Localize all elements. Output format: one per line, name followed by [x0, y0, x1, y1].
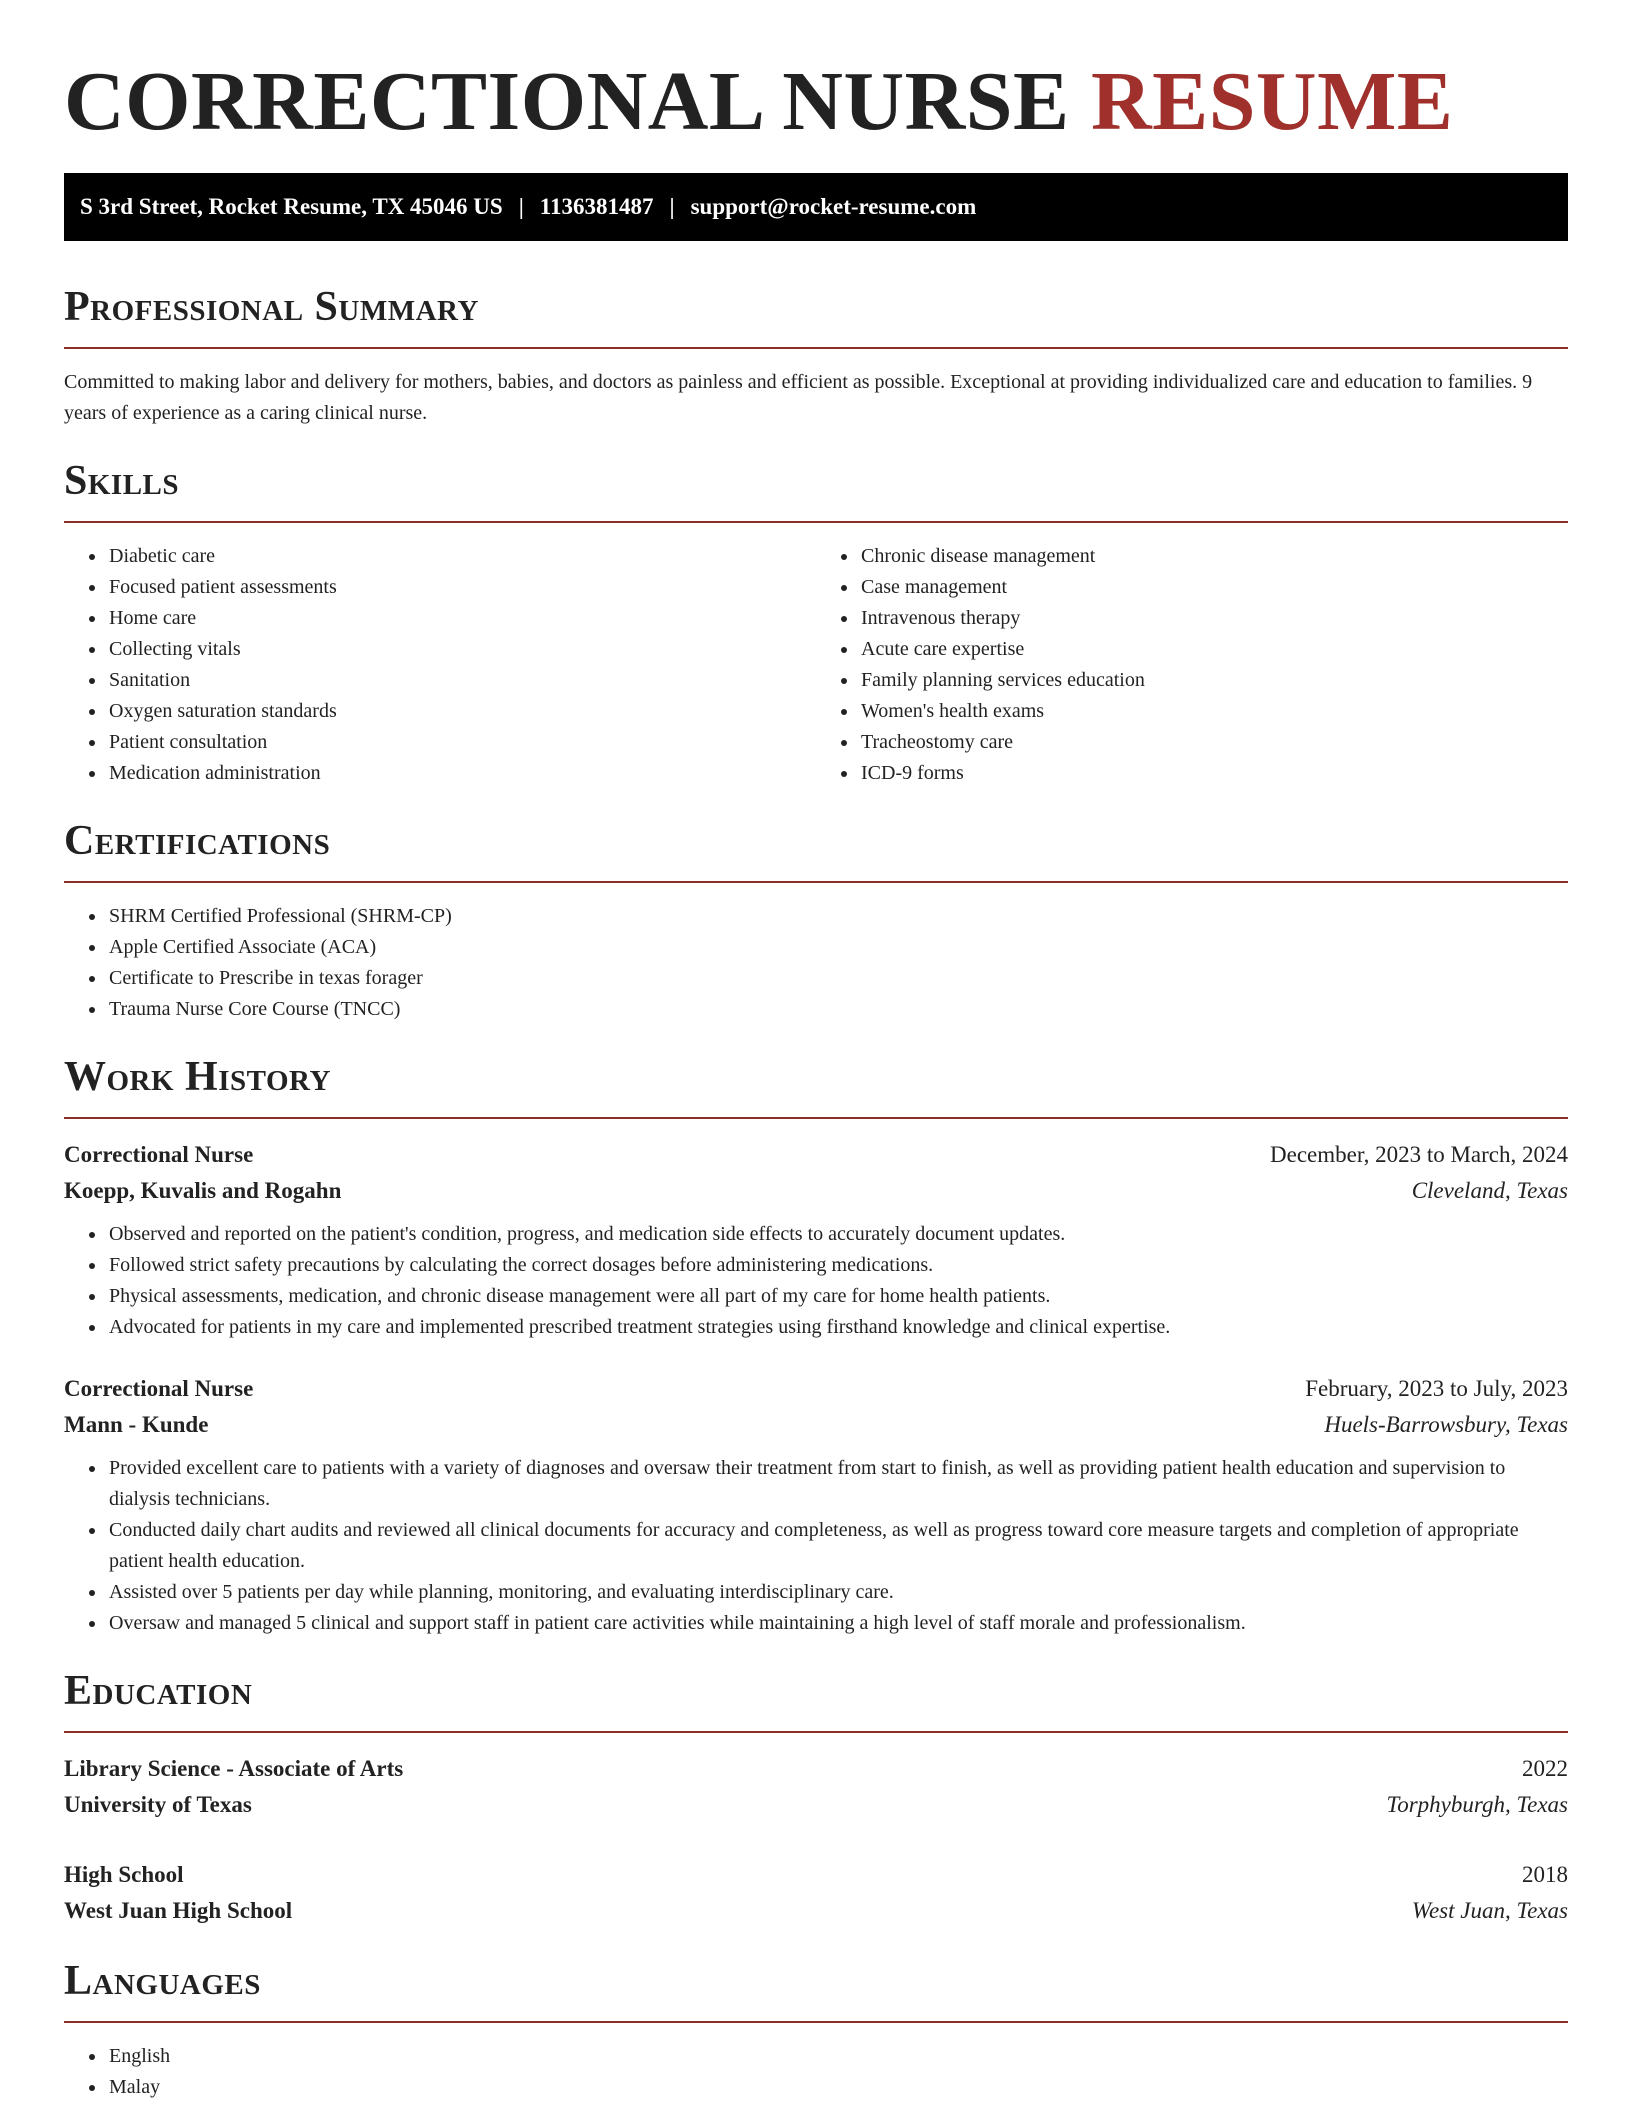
skill-item: • Intravenous therapy: [859, 603, 1568, 634]
education-location: Torphyburgh, Texas: [1386, 1792, 1568, 1817]
job-company: Mann - Kunde: [64, 1412, 209, 1437]
education-degree: Library Science - Associate of Arts: [64, 1756, 404, 1781]
education-section: [64, 1669, 1568, 1929]
language-item: • English: [107, 2041, 1568, 2072]
section-divider: [64, 1731, 1568, 1733]
job-company: Koepp, Kuvalis and Rogahn: [64, 1178, 342, 1203]
skill-item: • Case management: [859, 572, 1568, 603]
certification-item: • SHRM Certified Professional (SHRM-CP): [107, 901, 1568, 932]
contact-address: S 3rd Street, Rocket Resume, TX 45046 US: [80, 194, 503, 219]
languages-section: [64, 1959, 1568, 2103]
job-location: Huels-Barrowsbury, Texas: [1324, 1412, 1568, 1437]
summary-section: [64, 285, 1568, 429]
job-bullet: • Assisted over 5 patients per day while planning, monitoring, and evaluating interdisciplinary care.: [107, 1577, 1568, 1608]
section-divider: [64, 881, 1568, 883]
education-location: West Juan, Texas: [1411, 1898, 1568, 1923]
skill-item: • Sanitation: [107, 665, 816, 696]
job-bullet: • Followed strict safety precautions by calculating the correct dosages before administering medications.: [107, 1250, 1568, 1281]
title-main: CORRECTIONAL NURSE: [64, 55, 1070, 148]
skill-item: • Medication administration: [107, 758, 816, 789]
skill-item: • Acute care expertise: [859, 634, 1568, 665]
job-bullets: [64, 1219, 1568, 1343]
education-school: University of Texas: [64, 1792, 252, 1817]
summary-text: Committed to making labor and delivery for mothers, babies, and doctors as painless and efficient as possible. Exceptional at providing individualized care and education to families. 9 years of experience as a caring clinical nurse.: [64, 371, 1533, 424]
skill-item: • Home care: [107, 603, 816, 634]
education-year: 2018: [1522, 1862, 1568, 1887]
job-entry: [64, 1371, 1568, 1639]
skills-list-left: [64, 541, 816, 789]
job-bullets: [64, 1453, 1568, 1639]
skills-heading: Skills: [64, 458, 180, 504]
skills-list-right: [816, 541, 1568, 789]
job-bullet: • Advocated for patients in my care and implemented prescribed treatment strategies using firsthand knowledge and clinical expertise.: [107, 1312, 1568, 1343]
skill-item: • Chronic disease management: [859, 541, 1568, 572]
education-degree: High School: [64, 1862, 184, 1887]
job-title: Correctional Nurse: [64, 1142, 254, 1167]
job-bullet: • Provided excellent care to patients with a variety of diagnoses and oversaw their treatment from start to finish, as well as providing patient health education and supervision to dialysis technicians.: [107, 1453, 1568, 1515]
contact-bar: [64, 173, 1568, 241]
skill-item: • Focused patient assessments: [107, 572, 816, 603]
skill-item: • Women's health exams: [859, 696, 1568, 727]
certification-item: • Certificate to Prescribe in texas forager: [107, 963, 1568, 994]
skill-item: • Diabetic care: [107, 541, 816, 572]
education-year: 2022: [1522, 1756, 1568, 1781]
job-bullet: • Conducted daily chart audits and reviewed all clinical documents for accuracy and completeness, as well as progress toward core measure targets and completion of appropriate patient health education.: [107, 1515, 1568, 1577]
section-divider: [64, 2021, 1568, 2023]
languages-heading: Languages: [64, 1958, 261, 2004]
section-divider: [64, 1117, 1568, 1119]
contact-separator: |: [518, 194, 524, 219]
work-heading: Work History: [64, 1054, 331, 1100]
skill-item: • Patient consultation: [107, 727, 816, 758]
work-section: [64, 1055, 1568, 1639]
skill-item: • ICD-9 forms: [859, 758, 1568, 789]
job-bullet: • Physical assessments, medication, and chronic disease management were all part of my care for home health patients.: [107, 1281, 1568, 1312]
certification-item: • Trauma Nurse Core Course (TNCC): [107, 994, 1568, 1025]
job-title: Correctional Nurse: [64, 1376, 254, 1401]
job-bullet: • Observed and reported on the patient's condition, progress, and medication side effects to accurately document updates.: [107, 1219, 1568, 1250]
education-heading: Education: [64, 1668, 253, 1714]
language-item: • Malay: [107, 2072, 1568, 2103]
page-title: [64, 55, 1568, 148]
certification-item: • Apple Certified Associate (ACA): [107, 932, 1568, 963]
education-entry: [64, 1751, 1568, 1823]
section-divider: [64, 521, 1568, 523]
education-school: West Juan High School: [64, 1898, 293, 1923]
certifications-section: [64, 819, 1568, 1025]
job-bullet: • Oversaw and managed 5 clinical and support staff in patient care activities while maintaining a high level of staff morale and professionalism.: [107, 1608, 1568, 1639]
contact-email: support@rocket-resume.com: [690, 194, 977, 219]
skills-section: [64, 459, 1568, 789]
certifications-heading: Certifications: [64, 818, 331, 864]
skill-item: • Collecting vitals: [107, 634, 816, 665]
job-dates: February, 2023 to July, 2023: [1305, 1376, 1568, 1401]
education-entry: [64, 1857, 1568, 1929]
summary-heading: Professional Summary: [64, 284, 479, 330]
skill-item: • Family planning services education: [859, 665, 1568, 696]
contact-phone: 1136381487: [539, 194, 654, 219]
skills-columns: [64, 541, 1568, 789]
section-divider: [64, 347, 1568, 349]
contact-separator: |: [669, 194, 675, 219]
job-location: Cleveland, Texas: [1411, 1178, 1568, 1203]
languages-list: [64, 2041, 1568, 2103]
skill-item: • Oxygen saturation standards: [107, 696, 816, 727]
skill-item: • Tracheostomy care: [859, 727, 1568, 758]
title-accent: RESUME: [1091, 55, 1454, 148]
certifications-list: [64, 901, 1568, 1025]
job-dates: December, 2023 to March, 2024: [1270, 1142, 1568, 1167]
job-entry: [64, 1137, 1568, 1343]
